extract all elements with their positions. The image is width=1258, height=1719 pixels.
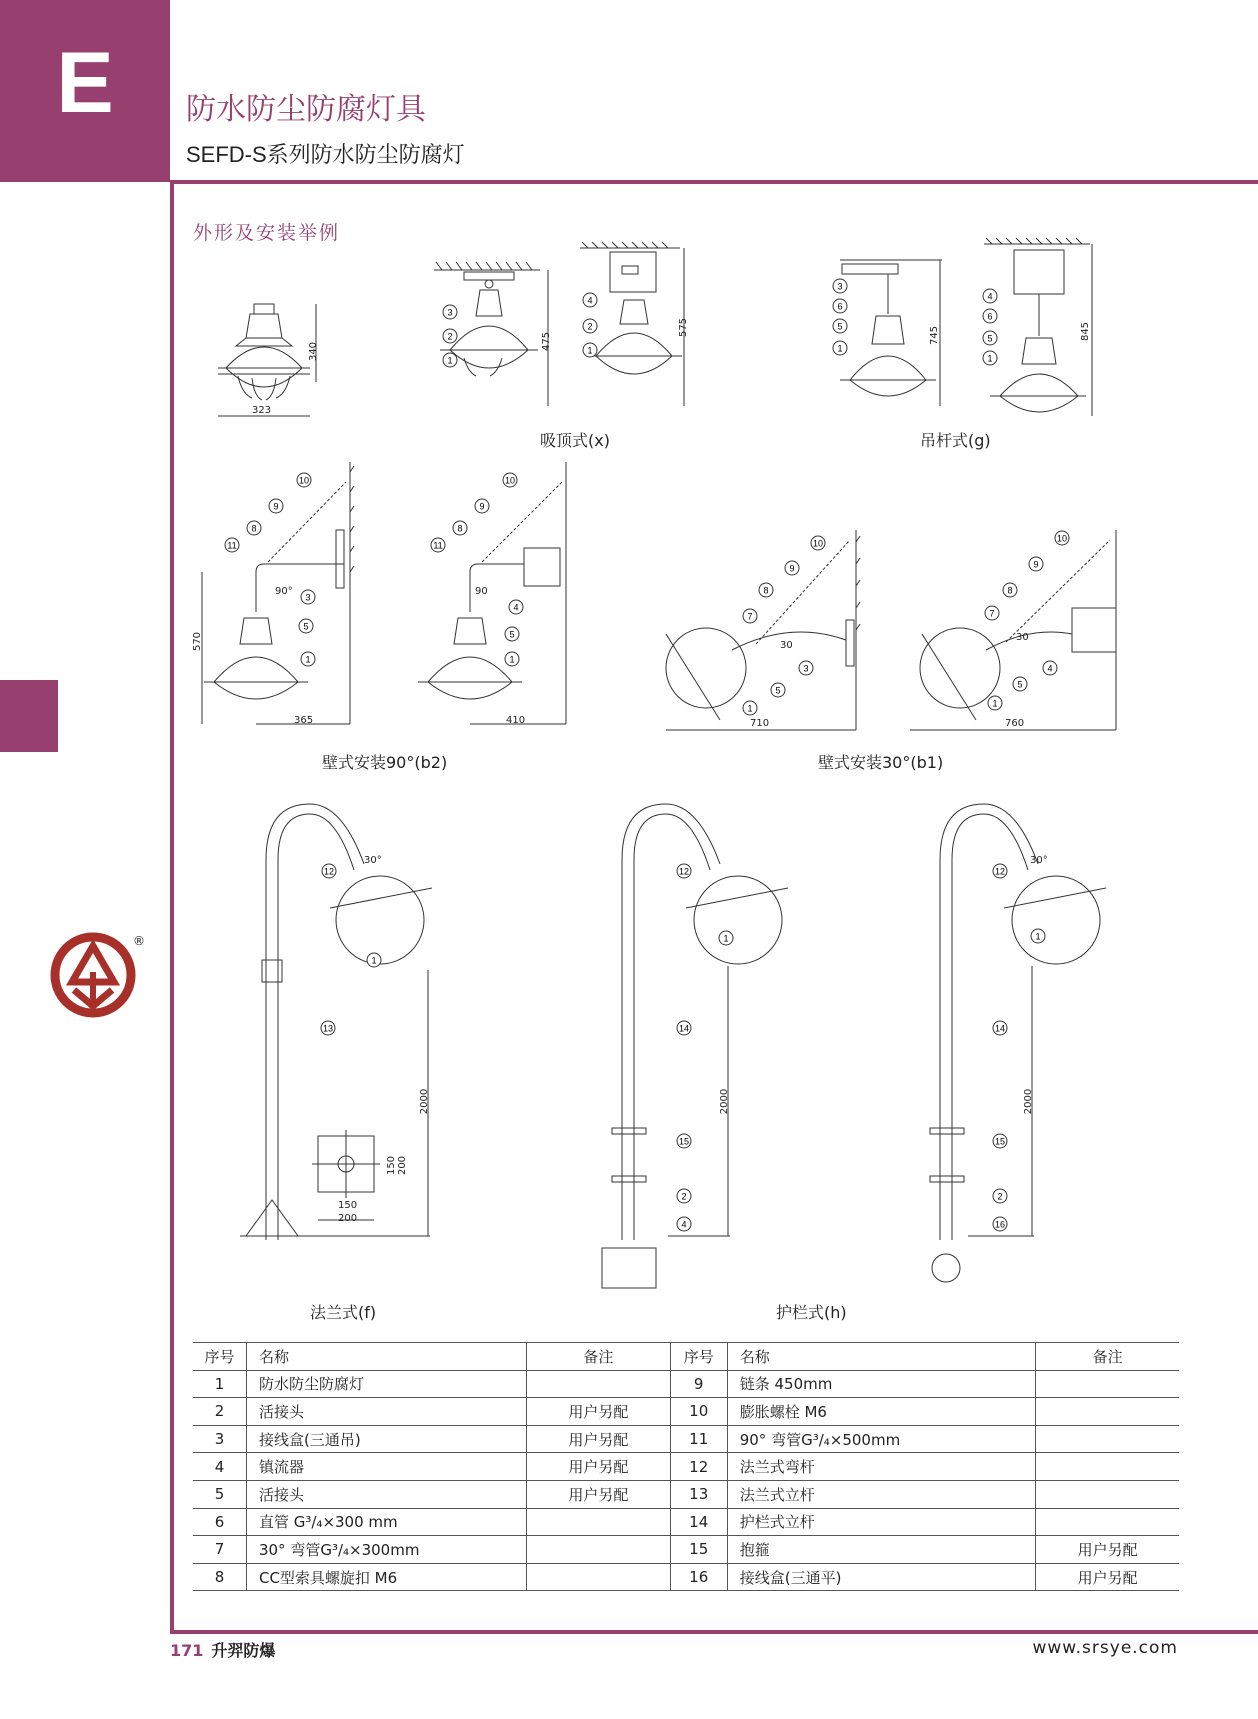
cell-note	[527, 1536, 671, 1564]
callout-label: 1	[723, 933, 729, 944]
callout-marker	[993, 1021, 1007, 1035]
callout-marker	[983, 289, 997, 303]
callout-marker	[367, 953, 381, 967]
angle-wall90: 90°	[275, 586, 293, 597]
callout-label: 1	[509, 654, 515, 665]
cell-no-2: 12	[670, 1453, 727, 1481]
callout-marker	[677, 1134, 691, 1148]
cell-no-2: 13	[670, 1480, 727, 1508]
callout-marker	[299, 619, 313, 633]
callout-label: 5	[837, 321, 843, 332]
cell-note-2	[1036, 1425, 1179, 1453]
page-title: 防水防尘防腐灯具	[186, 92, 426, 127]
cell-note-2	[1036, 1398, 1179, 1426]
header-name: 名称	[246, 1343, 526, 1371]
callout-label: 8	[251, 523, 257, 534]
table-row	[193, 1480, 1179, 1508]
cell-no: 7	[193, 1536, 246, 1564]
dim-rail-height-a: 2000	[719, 1088, 731, 1115]
cell-name-2: 护栏式立杆	[727, 1508, 1036, 1536]
table-row	[193, 1398, 1179, 1426]
callout-label: 6	[837, 301, 843, 312]
callout-label: 13	[322, 1023, 334, 1034]
cell-note: 用户另配	[527, 1425, 671, 1453]
cell-name: 活接头	[246, 1480, 526, 1508]
callout-label: 8	[763, 585, 769, 596]
dim-flange-height: 2000	[419, 1088, 431, 1115]
callout-label: 1	[447, 355, 453, 366]
dim-wall30-b: 760	[1005, 718, 1025, 729]
callout-label: 9	[479, 501, 485, 512]
cell-no-2: 9	[670, 1370, 727, 1398]
callout-marker	[225, 538, 239, 552]
callout-marker	[1055, 531, 1069, 545]
callout-label: 4	[987, 291, 993, 302]
callout-marker	[759, 583, 773, 597]
cell-name-2: 链条 450mm	[727, 1370, 1036, 1398]
cell-name: 接线盒(三通吊)	[246, 1425, 526, 1453]
callout-label: 1	[837, 343, 843, 354]
dim-flange-h2: 200	[397, 1155, 409, 1176]
callout-label: 7	[747, 611, 753, 622]
footer-url: www.srsye.com	[1032, 1638, 1178, 1658]
callout-label: 4	[1047, 663, 1053, 674]
callout-marker	[583, 343, 597, 357]
cell-no-2: 14	[670, 1508, 727, 1536]
callout-label: 1	[587, 345, 593, 356]
callout-marker	[247, 521, 261, 535]
cell-note	[527, 1370, 671, 1398]
cell-no-2: 15	[670, 1536, 727, 1564]
callout-marker	[1043, 661, 1057, 675]
callout-marker	[301, 590, 315, 604]
table-header-row	[193, 1343, 1179, 1371]
dim-ceiling-b: 575	[678, 317, 690, 338]
callout-label: 10	[1056, 533, 1068, 544]
callout-marker	[509, 600, 523, 614]
callout-marker	[993, 1217, 1007, 1231]
dim-basic-height: 340	[308, 341, 320, 362]
callout-label: 4	[513, 602, 519, 613]
callout-label: 6	[987, 311, 993, 322]
callout-label: 2	[447, 331, 453, 342]
callout-label: 10	[504, 475, 516, 486]
callout-label: 5	[1017, 679, 1023, 690]
callout-label: 10	[812, 538, 824, 549]
callout-label: 15	[678, 1136, 690, 1147]
caption-wall90: 壁式安装90°(b2)	[322, 753, 448, 772]
dim-flange-h1: 150	[386, 1155, 398, 1176]
callout-label: 2	[587, 321, 593, 332]
footer-left	[170, 1638, 275, 1661]
callout-marker	[1029, 557, 1043, 571]
cell-name: 镇流器	[246, 1453, 526, 1481]
callout-label: 11	[433, 540, 443, 551]
callout-marker	[993, 864, 1007, 878]
callout-marker	[453, 521, 467, 535]
header-name-2: 名称	[727, 1343, 1036, 1371]
callout-label: 9	[789, 563, 795, 574]
cell-note	[527, 1563, 671, 1591]
callout-label: 3	[447, 307, 453, 318]
cell-note-2: 用户另配	[1036, 1563, 1179, 1591]
dim-rail-height-b: 2000	[1023, 1088, 1035, 1115]
callout-marker	[1013, 677, 1027, 691]
callout-marker	[833, 299, 847, 313]
registered-mark: ®	[133, 934, 145, 948]
callout-marker	[297, 473, 311, 487]
cell-no: 5	[193, 1480, 246, 1508]
callout-marker	[993, 1189, 1007, 1203]
callout-marker	[785, 561, 799, 575]
callout-label: 1	[1035, 931, 1041, 942]
callout-label: 5	[509, 629, 515, 640]
parts-table	[193, 1342, 1179, 1591]
table-row	[193, 1536, 1179, 1564]
page-subtitle: SEFD-S系列防水防尘防腐灯	[186, 142, 465, 167]
header-note-2: 备注	[1036, 1343, 1179, 1371]
dim-flange-w2: 200	[338, 1213, 358, 1224]
callout-marker	[505, 627, 519, 641]
cell-name: 直管 G³/₄×300 mm	[246, 1508, 526, 1536]
cell-name-2: 膨胀螺栓 M6	[727, 1398, 1036, 1426]
callout-label: 9	[273, 501, 279, 512]
callout-marker	[983, 331, 997, 345]
callout-marker	[505, 652, 519, 666]
callout-marker	[833, 319, 847, 333]
cell-no: 6	[193, 1508, 246, 1536]
callout-label: 15	[994, 1136, 1006, 1147]
callout-marker	[503, 473, 517, 487]
callout-marker	[983, 309, 997, 323]
callout-marker	[811, 536, 825, 550]
callout-marker	[833, 279, 847, 293]
callout-marker	[799, 661, 813, 675]
angle-wall30: 30	[780, 640, 793, 651]
cell-note: 用户另配	[527, 1398, 671, 1426]
cell-note-2	[1036, 1453, 1179, 1481]
callout-label: 1	[371, 955, 377, 966]
cell-note	[527, 1508, 671, 1536]
callout-marker	[677, 864, 691, 878]
cell-no-2: 16	[670, 1563, 727, 1591]
cell-name-2: 法兰式弯杆	[727, 1453, 1036, 1481]
callout-marker	[431, 538, 445, 552]
cell-note-2	[1036, 1480, 1179, 1508]
cell-no: 3	[193, 1425, 246, 1453]
callout-marker	[321, 1021, 335, 1035]
callout-marker	[269, 499, 283, 513]
cell-no: 4	[193, 1453, 246, 1481]
callout-label: 3	[305, 592, 311, 603]
callout-label: 7	[989, 608, 995, 619]
caption-ceiling: 吸顶式(x)	[540, 431, 610, 450]
callout-marker	[583, 293, 597, 307]
callout-marker	[993, 1134, 1007, 1148]
callout-label: 12	[323, 866, 335, 877]
cell-note: 用户另配	[527, 1480, 671, 1508]
header-note: 备注	[527, 1343, 671, 1371]
cell-note: 用户另配	[527, 1453, 671, 1481]
callout-marker	[743, 609, 757, 623]
cell-no: 8	[193, 1563, 246, 1591]
dim-wall90-a: 365	[294, 715, 314, 726]
callout-label: 1	[305, 654, 311, 665]
dim-wall90-b: 410	[506, 715, 526, 726]
page-number: 171	[170, 1641, 204, 1660]
cell-name-2: 接线盒(三通平)	[727, 1563, 1036, 1591]
callout-marker	[771, 683, 785, 697]
caption-pendant: 吊杆式(g)	[920, 431, 991, 450]
angle-wall90-b: 90	[475, 586, 488, 597]
angle-flange: 30°	[364, 855, 382, 866]
callout-marker	[583, 319, 597, 333]
callout-label: 14	[678, 1023, 690, 1034]
callout-label: 1	[987, 353, 993, 364]
callout-marker	[443, 329, 457, 343]
callout-label: 1	[992, 698, 998, 709]
footer-brand: 升羿防爆	[211, 1641, 276, 1660]
cell-no: 2	[193, 1398, 246, 1426]
cell-no-2: 11	[670, 1425, 727, 1453]
dim-wall90-h: 570	[192, 631, 204, 652]
callout-label: 12	[678, 866, 690, 877]
caption-wall30: 壁式安装30°(b1)	[818, 753, 944, 772]
cell-note-2: 用户另配	[1036, 1536, 1179, 1564]
callout-label: 11	[227, 540, 237, 551]
cell-name: 30° 弯管G³/₄×300mm	[246, 1536, 526, 1564]
callout-marker	[983, 351, 997, 365]
callout-marker	[719, 931, 733, 945]
callout-label: 12	[994, 866, 1006, 877]
callout-label: 5	[303, 621, 309, 632]
table-row	[193, 1425, 1179, 1453]
callout-label: 10	[298, 475, 310, 486]
callout-label: 5	[775, 685, 781, 696]
callout-label: 16	[994, 1219, 1006, 1230]
cell-name: 活接头	[246, 1398, 526, 1426]
callout-marker	[985, 606, 999, 620]
callout-label: 1	[747, 703, 753, 714]
section-heading: 外形及安装举例	[193, 222, 341, 244]
caption-flange: 法兰式(f)	[310, 1303, 377, 1322]
cell-name: CC型索具螺旋扣 M6	[246, 1563, 526, 1591]
dim-ceiling-a: 475	[541, 331, 553, 352]
cell-no: 1	[193, 1370, 246, 1398]
cell-name: 防水防尘防腐灯	[246, 1370, 526, 1398]
callout-marker	[988, 696, 1002, 710]
callout-marker	[475, 499, 489, 513]
callout-label: 2	[997, 1191, 1003, 1202]
callout-marker	[1031, 929, 1045, 943]
callout-label: 14	[994, 1023, 1006, 1034]
dim-pendant-a: 745	[929, 325, 941, 346]
callout-marker	[743, 701, 757, 715]
callout-label: 4	[681, 1219, 687, 1230]
table-row	[193, 1453, 1179, 1481]
callout-marker	[833, 341, 847, 355]
callout-marker	[443, 305, 457, 319]
callout-label: 9	[1033, 559, 1039, 570]
angle-rail: 30°	[1030, 855, 1048, 866]
caption-rail: 护栏式(h)	[776, 1303, 847, 1322]
callout-marker	[322, 864, 336, 878]
section-letter: E	[56, 35, 114, 131]
callout-label: 2	[681, 1191, 687, 1202]
callout-marker	[1003, 583, 1017, 597]
cell-note-2	[1036, 1508, 1179, 1536]
callout-marker	[677, 1021, 691, 1035]
dim-flange-w1: 150	[338, 1200, 358, 1211]
header-no: 序号	[193, 1343, 246, 1371]
cell-no-2: 10	[670, 1398, 727, 1426]
callout-marker	[301, 652, 315, 666]
table-row	[193, 1508, 1179, 1536]
dim-basic-width: 323	[252, 405, 272, 416]
callout-marker	[677, 1189, 691, 1203]
cell-name-2: 法兰式立杆	[727, 1480, 1036, 1508]
dim-wall30-a: 710	[750, 718, 770, 729]
callout-label: 5	[987, 333, 993, 344]
callout-marker	[677, 1217, 691, 1231]
cell-note-2	[1036, 1370, 1179, 1398]
table-row	[193, 1563, 1179, 1591]
callout-label: 8	[1007, 585, 1013, 596]
callout-label: 8	[457, 523, 463, 534]
callout-label: 4	[587, 295, 593, 306]
callout-marker	[443, 353, 457, 367]
header-no-2: 序号	[670, 1343, 727, 1371]
table-row	[193, 1370, 1179, 1398]
callout-label: 3	[837, 281, 843, 292]
dim-pendant-b: 845	[1080, 321, 1092, 342]
cell-name-2: 抱箍	[727, 1536, 1036, 1564]
cell-name-2: 90° 弯管G³/₄×500mm	[727, 1425, 1036, 1453]
angle-wall30-b: 30	[1016, 632, 1029, 643]
callout-label: 3	[803, 663, 809, 674]
